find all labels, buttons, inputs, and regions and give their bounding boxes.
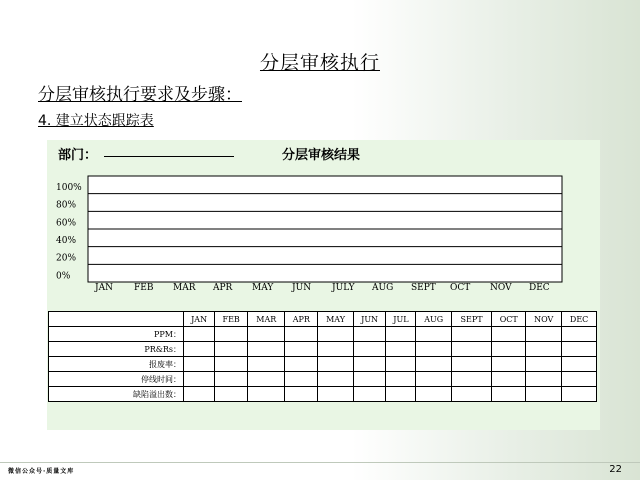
table-cell[interactable] [492, 342, 526, 357]
table-cell[interactable] [184, 372, 215, 387]
table-cell[interactable] [451, 357, 491, 372]
table-row-label: 停线时间： [49, 372, 184, 387]
table-cell[interactable] [215, 357, 248, 372]
status-tracking-table [48, 311, 597, 402]
table-cell[interactable] [526, 327, 562, 342]
table-month-header: NOV [526, 312, 562, 327]
table-cell[interactable] [386, 327, 416, 342]
table-cell[interactable] [318, 342, 354, 357]
table-cell[interactable] [451, 387, 491, 402]
table-cell[interactable] [416, 357, 452, 372]
chart-grid [88, 176, 562, 282]
table-cell[interactable] [526, 372, 562, 387]
chart-y-ticks [56, 183, 82, 281]
table-cell[interactable] [526, 357, 562, 372]
table-cell[interactable] [492, 327, 526, 342]
table-cell[interactable] [416, 342, 452, 357]
table-cell[interactable] [492, 372, 526, 387]
table-cell[interactable] [285, 387, 318, 402]
table-cell[interactable] [184, 387, 215, 402]
x-tick-label: SEPT [411, 283, 436, 293]
table-cell[interactable] [416, 372, 452, 387]
table-cell[interactable] [318, 327, 354, 342]
table-row [49, 357, 597, 372]
x-tick-label: FEB [134, 283, 154, 293]
page-title: 分层审核执行 [259, 52, 380, 74]
table-cell[interactable] [526, 342, 562, 357]
table-cell[interactable] [248, 327, 285, 342]
table-cell[interactable] [215, 342, 248, 357]
x-tick-label: NOV [490, 283, 512, 293]
table-cell[interactable] [562, 327, 597, 342]
table-cell[interactable] [215, 372, 248, 387]
table-cell[interactable] [184, 357, 215, 372]
y-tick-label: 40% [56, 236, 77, 246]
table-cell[interactable] [353, 357, 386, 372]
table-month-header: AUG [416, 312, 452, 327]
table-row [49, 387, 597, 402]
table-month-header: JUL [386, 312, 416, 327]
x-tick-label: JUN [292, 283, 312, 293]
table-cell[interactable] [215, 327, 248, 342]
table-header-row [49, 312, 597, 327]
table-cell[interactable] [285, 342, 318, 357]
table-month-header: FEB [215, 312, 248, 327]
y-tick-label: 100% [56, 183, 82, 193]
x-tick-label: MAR [173, 283, 196, 293]
table-cell[interactable] [353, 327, 386, 342]
table-cell[interactable] [416, 327, 452, 342]
x-tick-label: JULY [332, 283, 355, 293]
table-cell[interactable] [416, 387, 452, 402]
table-corner-cell [49, 312, 184, 327]
table-cell[interactable] [318, 387, 354, 402]
table-month-header: DEC [562, 312, 597, 327]
table-cell[interactable] [248, 357, 285, 372]
table-row-label: PPM： [49, 327, 184, 342]
table-cell[interactable] [526, 387, 562, 402]
table-cell[interactable] [285, 327, 318, 342]
x-tick-label: MAY [252, 283, 274, 293]
table-row-label: 缺陷溢出数： [49, 387, 184, 402]
table-cell[interactable] [184, 342, 215, 357]
table-month-header: SEPT [451, 312, 491, 327]
x-tick-label: OCT [450, 283, 471, 293]
section-subtitle: 分层审核执行要求及步骤： [38, 85, 242, 105]
table-month-header: JUN [353, 312, 386, 327]
table-month-header: OCT [492, 312, 526, 327]
table-cell[interactable] [285, 357, 318, 372]
table-cell[interactable] [386, 342, 416, 357]
table-cell[interactable] [562, 357, 597, 372]
y-tick-label: 60% [56, 218, 77, 229]
table-cell[interactable] [492, 357, 526, 372]
x-tick-label: DEC [529, 283, 550, 293]
footer-source: 微信公众号·质量文库 [8, 468, 75, 475]
table-cell[interactable] [451, 342, 491, 357]
table-month-header: JAN [184, 312, 215, 327]
table-cell[interactable] [318, 357, 354, 372]
table-cell[interactable] [353, 387, 386, 402]
y-tick-label: 0% [56, 271, 71, 282]
footer-divider [0, 462, 640, 463]
y-tick-label: 80% [56, 200, 77, 211]
audit-result-title: 分层审核结果 [282, 148, 361, 163]
table-month-header: MAY [318, 312, 354, 327]
page-number: 22 [609, 464, 622, 475]
table-cell[interactable] [248, 387, 285, 402]
table-cell[interactable] [562, 387, 597, 402]
table-cell[interactable] [318, 372, 354, 387]
step-heading: 4. 建立状态跟踪表 [38, 113, 154, 129]
table-cell[interactable] [386, 372, 416, 387]
x-tick-label: JAN [95, 283, 113, 293]
table-row-label: 报废率： [49, 357, 184, 372]
table-cell[interactable] [353, 342, 386, 357]
table-month-header: MAR [248, 312, 285, 327]
table-row [49, 327, 597, 342]
table-cell[interactable] [562, 372, 597, 387]
table-row [49, 342, 597, 357]
table-cell[interactable] [285, 372, 318, 387]
table-cell[interactable] [451, 372, 491, 387]
chart-x-ticks [94, 283, 550, 293]
x-tick-label: APR [213, 283, 233, 293]
table-cell[interactable] [386, 387, 416, 402]
y-tick-label: 20% [56, 253, 77, 264]
table-cell[interactable] [562, 342, 597, 357]
table-cell[interactable] [353, 372, 386, 387]
table-cell[interactable] [248, 342, 285, 357]
table-row [49, 372, 597, 387]
table-row-label: PR&Rs： [49, 342, 184, 357]
table-cell[interactable] [215, 387, 248, 402]
table-cell[interactable] [451, 327, 491, 342]
x-tick-label: AUG [372, 283, 394, 293]
department-label: 部门： [58, 148, 98, 163]
table-month-header: APR [285, 312, 318, 327]
table-cell[interactable] [492, 387, 526, 402]
table-cell[interactable] [184, 327, 215, 342]
table-cell[interactable] [386, 357, 416, 372]
table-cell[interactable] [248, 372, 285, 387]
